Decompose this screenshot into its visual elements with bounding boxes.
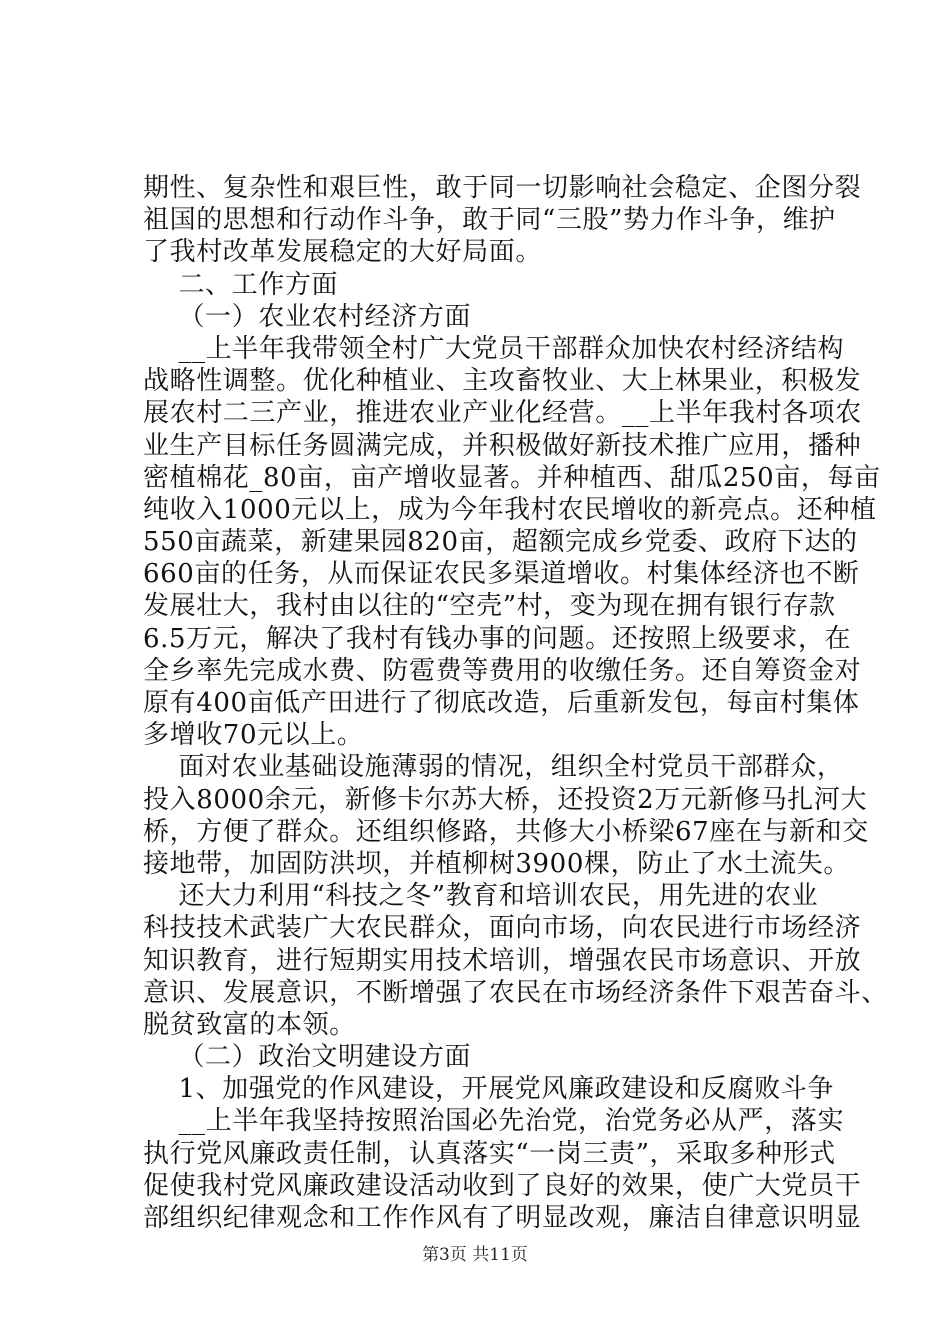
- text-line: __上半年我坚持按照治国必先治党，治党务必从严，落实: [143, 1106, 845, 1137]
- text-line: 6.5万元，解决了我村有钱办事的问题。还按照上级要求，在: [143, 623, 852, 654]
- text-line: 战略性调整。优化种植业、主攻畜牧业、大上林果业，积极发: [143, 366, 862, 397]
- text-line: 密植棉花_80亩，亩产增收显著。并种植西、甜瓜250亩，每亩: [143, 462, 881, 493]
- text-line: 意识、发展意识，不断增强了农民在市场经济条件下艰苦奋斗、: [143, 977, 888, 1008]
- text-line: 660亩的任务，从而保证农民多渠道增收。村集体经济也不断: [143, 559, 860, 590]
- text-line: 桥，方便了群众。还组织修路，共修大小桥梁67座在与新和交: [143, 816, 869, 847]
- text-line: 知识教育，进行短期实用技术培训，增强农民市场意识、开放: [143, 945, 862, 976]
- text-line: 多增收70元以上。: [143, 720, 364, 751]
- text-line: 了我村改革发展稳定的大好局面。: [143, 237, 543, 268]
- text-line: 原有400亩低产田进行了彻底改造，后重新发包，每亩村集体: [143, 688, 860, 718]
- text-line: 接地带，加固防洪坝，并植柳树3900棵，防止了水土流失。: [143, 848, 850, 879]
- item-heading: 1、加强党的作风建设，开展党风廉政建设和反腐败斗争: [143, 1074, 835, 1105]
- text-line: 执行党风廉政责任制，认真落实“一岗三责”，采取多种形式: [143, 1138, 836, 1169]
- text-line: 纯收入1000元以上，成为今年我村农民增收的新亮点。还种植: [143, 494, 877, 525]
- text-line: 展农村二三产业，推进农业产业化经营。__上半年我村各项农: [143, 398, 862, 429]
- text-line: 投入8000余元，新修卡尔苏大桥，还投资2万元新修马扎河大: [143, 784, 868, 815]
- text-line: 业生产目标任务圆满完成，并积极做好新技术推广应用，播种: [143, 430, 862, 461]
- text-line: 脱贫致富的本领。: [143, 1009, 356, 1040]
- text-line: 期性、复杂性和艰巨性，敢于同一切影响社会稳定、企图分裂: [143, 173, 862, 203]
- text-line: 部组织纪律观念和工作作风有了明显改观，廉洁自律意识明显: [143, 1203, 862, 1233]
- section-heading: 二、工作方面: [143, 269, 339, 300]
- text-line: 全乡率先完成水费、防雹费等费用的收缴任务。还自筹资金对: [143, 655, 862, 686]
- document-body: [143, 172, 888, 1234]
- text-line: 面对农业基础设施薄弱的情况，组织全村党员干部群众，: [143, 752, 844, 783]
- subsection-heading: （二）政治文明建设方面: [143, 1042, 472, 1073]
- text-line: 发展壮大，我村由以往的“空壳”村，变为现在拥有银行存款: [143, 591, 836, 622]
- text-line: 祖国的思想和行动作斗争，敢于同“三股”势力作斗争，维护: [143, 205, 836, 236]
- text-line: 还大力利用“科技之冬”教育和培训农民，用先进的农业: [143, 881, 819, 912]
- subsection-heading: （一）农业农村经济方面: [143, 301, 472, 332]
- page-footer: 第3页 共11页: [422, 1245, 528, 1265]
- text-line: 550亩蔬菜，新建果园820亩，超额完成乡党委、政府下达的: [143, 527, 858, 558]
- text-line: 科技技术武装广大农民群众，面向市场，向农民进行市场经济: [143, 913, 862, 944]
- text-line: __上半年我带领全村广大党员干部群众加快农村经济结构: [143, 333, 845, 364]
- text-line: 促使我村党风廉政建设活动收到了良好的效果，使广大党员干: [143, 1170, 862, 1201]
